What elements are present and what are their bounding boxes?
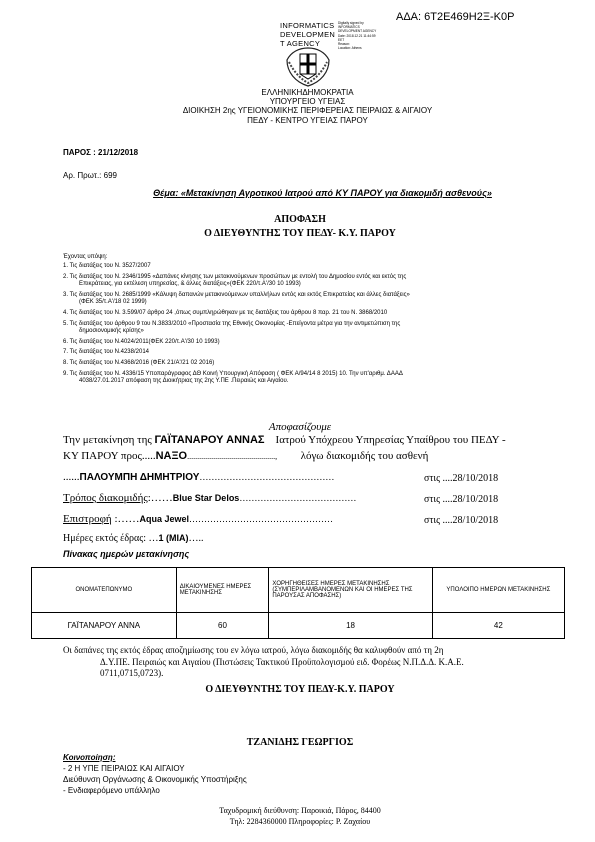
patient-date: στις ....28/10/2018	[424, 473, 499, 484]
notification-block	[63, 752, 247, 796]
header-remaining-days: ΥΠΟΛΟΙΠΟ ΗΜΕΡΩΝ ΜΕΤΑΚΙΝΗΣΗΣ	[432, 568, 564, 613]
days-away: Ημέρες εκτός έδρας: …1 (ΜΙΑ)…..	[63, 533, 204, 544]
header-granted-days: ΧΟΡΗΓΗΘΕΙΣΕΣ ΗΜΕΡΕΣ ΜΕΤΑΚΙΝΗΣΗΣ (ΣΥΜΠΕΡΙΛΑΜΒΑΝΟΜΕΝΩΝ ΚΑΙ ΟΙ ΗΜΕΡΕΣ ΤΗΣ ΠΑΡΟΥΣΑΣ ΑΠΟΦΑΣΗΣ)	[269, 568, 432, 613]
body-line-2: ΚΥ ΠΑΡΟΥ προς.....ΝΑΞΟ............................................, λόγω διακομιδής του ασθενή	[63, 450, 429, 462]
greek-coat-of-arms-icon	[281, 42, 335, 90]
transport-vessel: Blue Star Delos	[172, 493, 240, 503]
law-item: 3. Τις διατάξεις του Ν. 2685/1999 «Κάλυψη δαπανών μετακινούμενων υπαλλήλων εντός και εκτός Επικρατείας και άλλες διατάξεις»	[63, 291, 410, 298]
expense-line-1: Οι δαπάνες της εκτός έδρας αποζημίωσης του εν λόγω ιατρού, λόγω διακομιδής θα καλυφθούν από τη 2η	[63, 645, 444, 655]
cell-name: ΓΑΪΤΑΝΑΡΟΥ ΑΝΝΑ	[32, 613, 177, 639]
notification-item: Διεύθυνση Οργάνωσης & Οικονομικής Υποστήριξης	[63, 775, 247, 784]
travel-days-table	[31, 567, 565, 639]
days-count: 1 (ΜΙΑ)	[158, 533, 189, 543]
subject-line: Θέμα: «Μετακίνηση Αγροτικού Ιατρού από ΚΥ ΠΑΡΟΥ για διακομιδή ασθενούς»	[153, 188, 492, 198]
return-line: Επιστροφή :……Aqua Jewel…………………………………………	[63, 513, 334, 525]
considering-label: Έχοντας υπόψη:	[63, 254, 108, 260]
ada-code: ΑΔΑ: 6Τ2Ε469Η2Ξ-Κ0Ρ	[396, 11, 515, 23]
doctor-name: ΓΑΪΤΑΝΑΡΟΥ ΑΝΝΑΣ	[154, 434, 265, 446]
notification-item: - 2 Η ΥΠΕ ΠΕΙΡΑΙΩΣ ΚΑΙ ΑΙΓΑΙΟΥ	[63, 764, 185, 773]
expense-line-3: 0711,0715,0723).	[100, 668, 164, 678]
stamp-small-text: Digitally signed by INFORMATICS DEVELOPMENT AGENCY Date: 2018.12.21 11:44:59 EET Reason: Location: Athens	[338, 21, 377, 51]
stamp-big-text: INFORMATICS DEVELOPMEN T AGENCY	[280, 21, 336, 48]
notification-item: - Ενδιαφερόμενο υπάλληλο	[63, 786, 160, 795]
law-item-cont: (ΦΕΚ 35/τ.Α'/18 02 1999)	[79, 299, 147, 306]
table-header-row	[32, 568, 565, 613]
laws-list	[63, 263, 543, 386]
cell-remaining: 42	[432, 613, 564, 639]
signer-name: ΤΖΑΝΙΔΗΣ ΓΕΩΡΓΙΟΣ	[246, 737, 354, 748]
transport-date: στις ....28/10/2018	[424, 494, 499, 505]
ministry-name: ΥΠΟΥΡΓΕΙΟ ΥΓΕΙΑΣ	[269, 97, 346, 107]
table-title: Πίνακας ημερών μετακίνησης	[63, 549, 190, 559]
law-item: 7. Τις διατάξεις του Ν.4238/2014	[63, 349, 149, 356]
expense-paragraph	[63, 645, 553, 680]
unit-name: ΠΕΔΥ - ΚΕΝΤΡΟ ΥΓΕΙΑΣ ΠΑΡΟΥ	[247, 115, 368, 125]
law-item: 6. Τις διατάξεις του Ν.4024/2011(ΦΕΚ 220/τ.Α'/30 10 1993)	[63, 338, 220, 345]
expense-line-2: Δ.Υ.ΠΕ. Πειραιώς και Αιγαίου (Πιστώσεις Τακτικού Προϋπολογισμού ειδ. Φορέως Ν.Π.Δ.Δ. Κ.Α.Ε.	[100, 656, 464, 667]
administration-name: ΔΙΟΙΚΗΣΗ 2ης ΥΓΕΙΟΝΟΜΙΚΗΣ ΠΕΡΙΦΕΡΕΙΑΣ ΠΕΙΡΑΙΩΣ & ΑΙΓΑΙΟΥ	[182, 106, 433, 116]
director-title: Ο ΔΙΕΥΘΥΝΤΗΣ ΤΟΥ ΠΕΔΥ- Κ.Υ. ΠΑΡΟΥ	[204, 228, 396, 239]
law-item-cont: 4038/27.01.2017 απόφαση της Διοικήτριας της 2ης Υ.ΠΕ .Πειραιώς και Αιγαίου.	[79, 378, 289, 385]
law-item-cont: δημοσιονομικής κρίσης»	[79, 328, 144, 335]
footer-address: Ταχυδρομική διεύθυνση: Παροικιά, Πάρος, 84400	[219, 806, 381, 815]
cell-granted: 18	[269, 613, 432, 639]
return-vessel: Aqua Jewel	[139, 514, 190, 524]
law-item: 2. Τις διατάξεις του Ν. 2346/1995 «Δαπάνες κίνησης των μετακινούμενων προσώπων με εντολή του Δημοσίου εντός και εκτός της	[63, 273, 407, 280]
protocol-number: Αρ. Πρωτ.: 699	[63, 171, 117, 180]
transport-line: Τρόπος διακομιδής:……Blue Star Delos…………………………………	[63, 492, 357, 504]
law-item: 9. Τις διατάξεις του Ν. 4336/15 Υποπαράγραφος ΔΘ Κοινή Υπουργική Απόφαση ( ΦΕΚ Α/94/14 8 2015) 10. Την υπ'αριθμ. ΔΑΑΔ	[63, 370, 403, 377]
place-date: ΠΑΡΟΣ : 21/12/2018	[63, 148, 139, 157]
return-date: στις ....28/10/2018	[424, 515, 499, 526]
state-name: ΕΛΛΗΝΙΚΗΔΗΜΟΚΡΑΤΙΑ	[261, 88, 354, 97]
patient-name: ΠΑΛΟΥΜΠΗ ΔΗΜΗΤΡΙΟΥ	[79, 472, 200, 483]
destination: ΝΑΞΟ	[155, 450, 188, 462]
header-entitled-days: ΔΙΚΑΙΟΥΜΕΝΕΣ ΗΜΕΡΕΣ ΜΕΤΑΚΙΝΗΣΗΣ	[176, 568, 269, 613]
law-item: 5. Τις διατάξεις του άρθρου 9 του Ν.3833/2010 «Προστασία της Εθνικής Οικονομίας -Επείγοντα μέτρα για την αντιμετώπιση της	[63, 320, 401, 327]
law-item: 1. Τις διατάξεις του Ν. 3527/2007	[63, 263, 151, 269]
decide-heading: Αποφασίζουμε	[268, 421, 332, 433]
body-line-1: Την μετακίνηση της ΓΑΪΤΑΝΑΡΟΥ ΑΝΝΑΣ Ιατρού Υπόχρεου Υπηρεσίας Υπαίθρου του ΠΕΔΥ -	[63, 434, 506, 446]
header-name: ΟΝΟΜΑΤΕΠΩΝΥΜΟ	[32, 568, 177, 613]
patient-line: ......ΠΑΛΟΥΜΠΗ ΔΗΜΗΤΡΙΟΥ………………………………………	[63, 471, 335, 483]
director-signature-title: Ο ΔΙΕΥΘΥΝΤΗΣ ΤΟΥ ΠΕΔΥ-Κ.Υ. ΠΑΡΟΥ	[205, 684, 395, 695]
letterhead	[100, 88, 515, 125]
table-row	[32, 613, 565, 639]
law-item: 8. Τις διατάξεις του Ν.4368/2016 (ΦΕΚ 21/Α'/21 02 2016)	[63, 359, 215, 366]
decision-title: ΑΠΟΦΑΣΗ	[274, 214, 326, 225]
law-item: 4. Τις διατάξεις του Ν. 3.599/07 άρθρο 24 ,όπως συμπληρώθηκαν με τις διατάξεις του άρθρου 8 παρ. 21 του Ν. 3868/2010	[63, 309, 388, 316]
footer-phone: Τηλ: 2284360000 Πληροφορίες: Ρ. Ζαχαίου	[229, 817, 371, 826]
cell-entitled: 60	[176, 613, 269, 639]
notification-title: Κοινοποίηση:	[63, 753, 116, 762]
law-item-cont: Επικράτειας, για εκτέλεση υπηρεσίας, & άλλες διατάξεις»(ΦΕΚ 220/τ.Α'/30 10 1993)	[79, 281, 301, 288]
